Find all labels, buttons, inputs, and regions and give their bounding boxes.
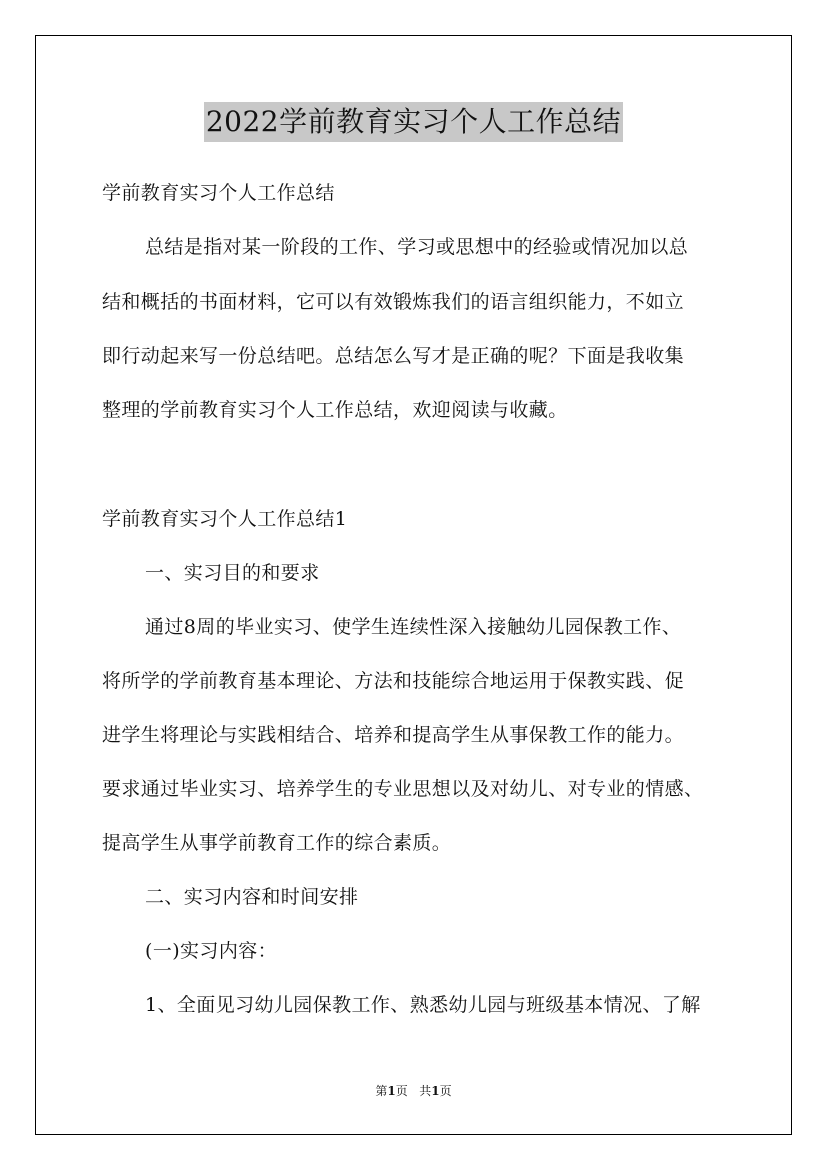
part2-item-1: 1、全面见习幼儿园保教工作、熟悉幼儿园与班级基本情况、了解 <box>145 994 701 1016</box>
part2-sub-heading: (一)实习内容： <box>145 940 278 962</box>
footer-page-suffix: 页 <box>395 1084 408 1098</box>
part1-line-1: 通过8周的毕业实习、使学生连续性深入接触幼儿园保教工作、 <box>145 616 682 638</box>
intro-line-1: 总结是指对某一阶段的工作、学习或思想中的经验或情况加以总 <box>145 236 689 258</box>
part1-heading: 一、实习目的和要求 <box>145 562 320 584</box>
intro-line-2: 结和概括的书面材料，它可以有效锻炼我们的语言组织能力，不如立 <box>102 291 685 313</box>
footer-total-suffix: 页 <box>439 1084 452 1098</box>
footer-page-number: 1 <box>387 1084 396 1098</box>
title-container <box>0 102 827 142</box>
page-footer <box>0 1083 827 1099</box>
part1-line-3: 进学生将理论与实践相结合、培养和提高学生从事保教工作的能力。 <box>102 724 685 746</box>
part1-line-5: 提高学生从事学前教育工作的综合素质。 <box>102 832 452 854</box>
intro-line-4: 整理的学前教育实习个人工作总结，欢迎阅读与收藏。 <box>102 399 568 421</box>
document-subtitle: 学前教育实习个人工作总结 <box>102 182 335 204</box>
footer-total-number: 1 <box>431 1084 440 1098</box>
part2-heading: 二、实习内容和时间安排 <box>145 886 359 908</box>
part1-line-4: 要求通过毕业实习、培养学生的专业思想以及对幼儿、对专业的情感、 <box>102 778 704 800</box>
footer-total-prefix: 共 <box>419 1084 432 1098</box>
footer-page-prefix: 第 <box>375 1084 388 1098</box>
intro-line-3: 即行动起来写一份总结吧。总结怎么写才是正确的呢？下面是我收集 <box>102 345 685 367</box>
section1-heading: 学前教育实习个人工作总结1 <box>102 508 348 530</box>
document-title: 2022学前教育实习个人工作总结 <box>204 102 623 142</box>
part1-line-2: 将所学的学前教育基本理论、方法和技能综合地运用于保教实践、促 <box>102 670 685 692</box>
